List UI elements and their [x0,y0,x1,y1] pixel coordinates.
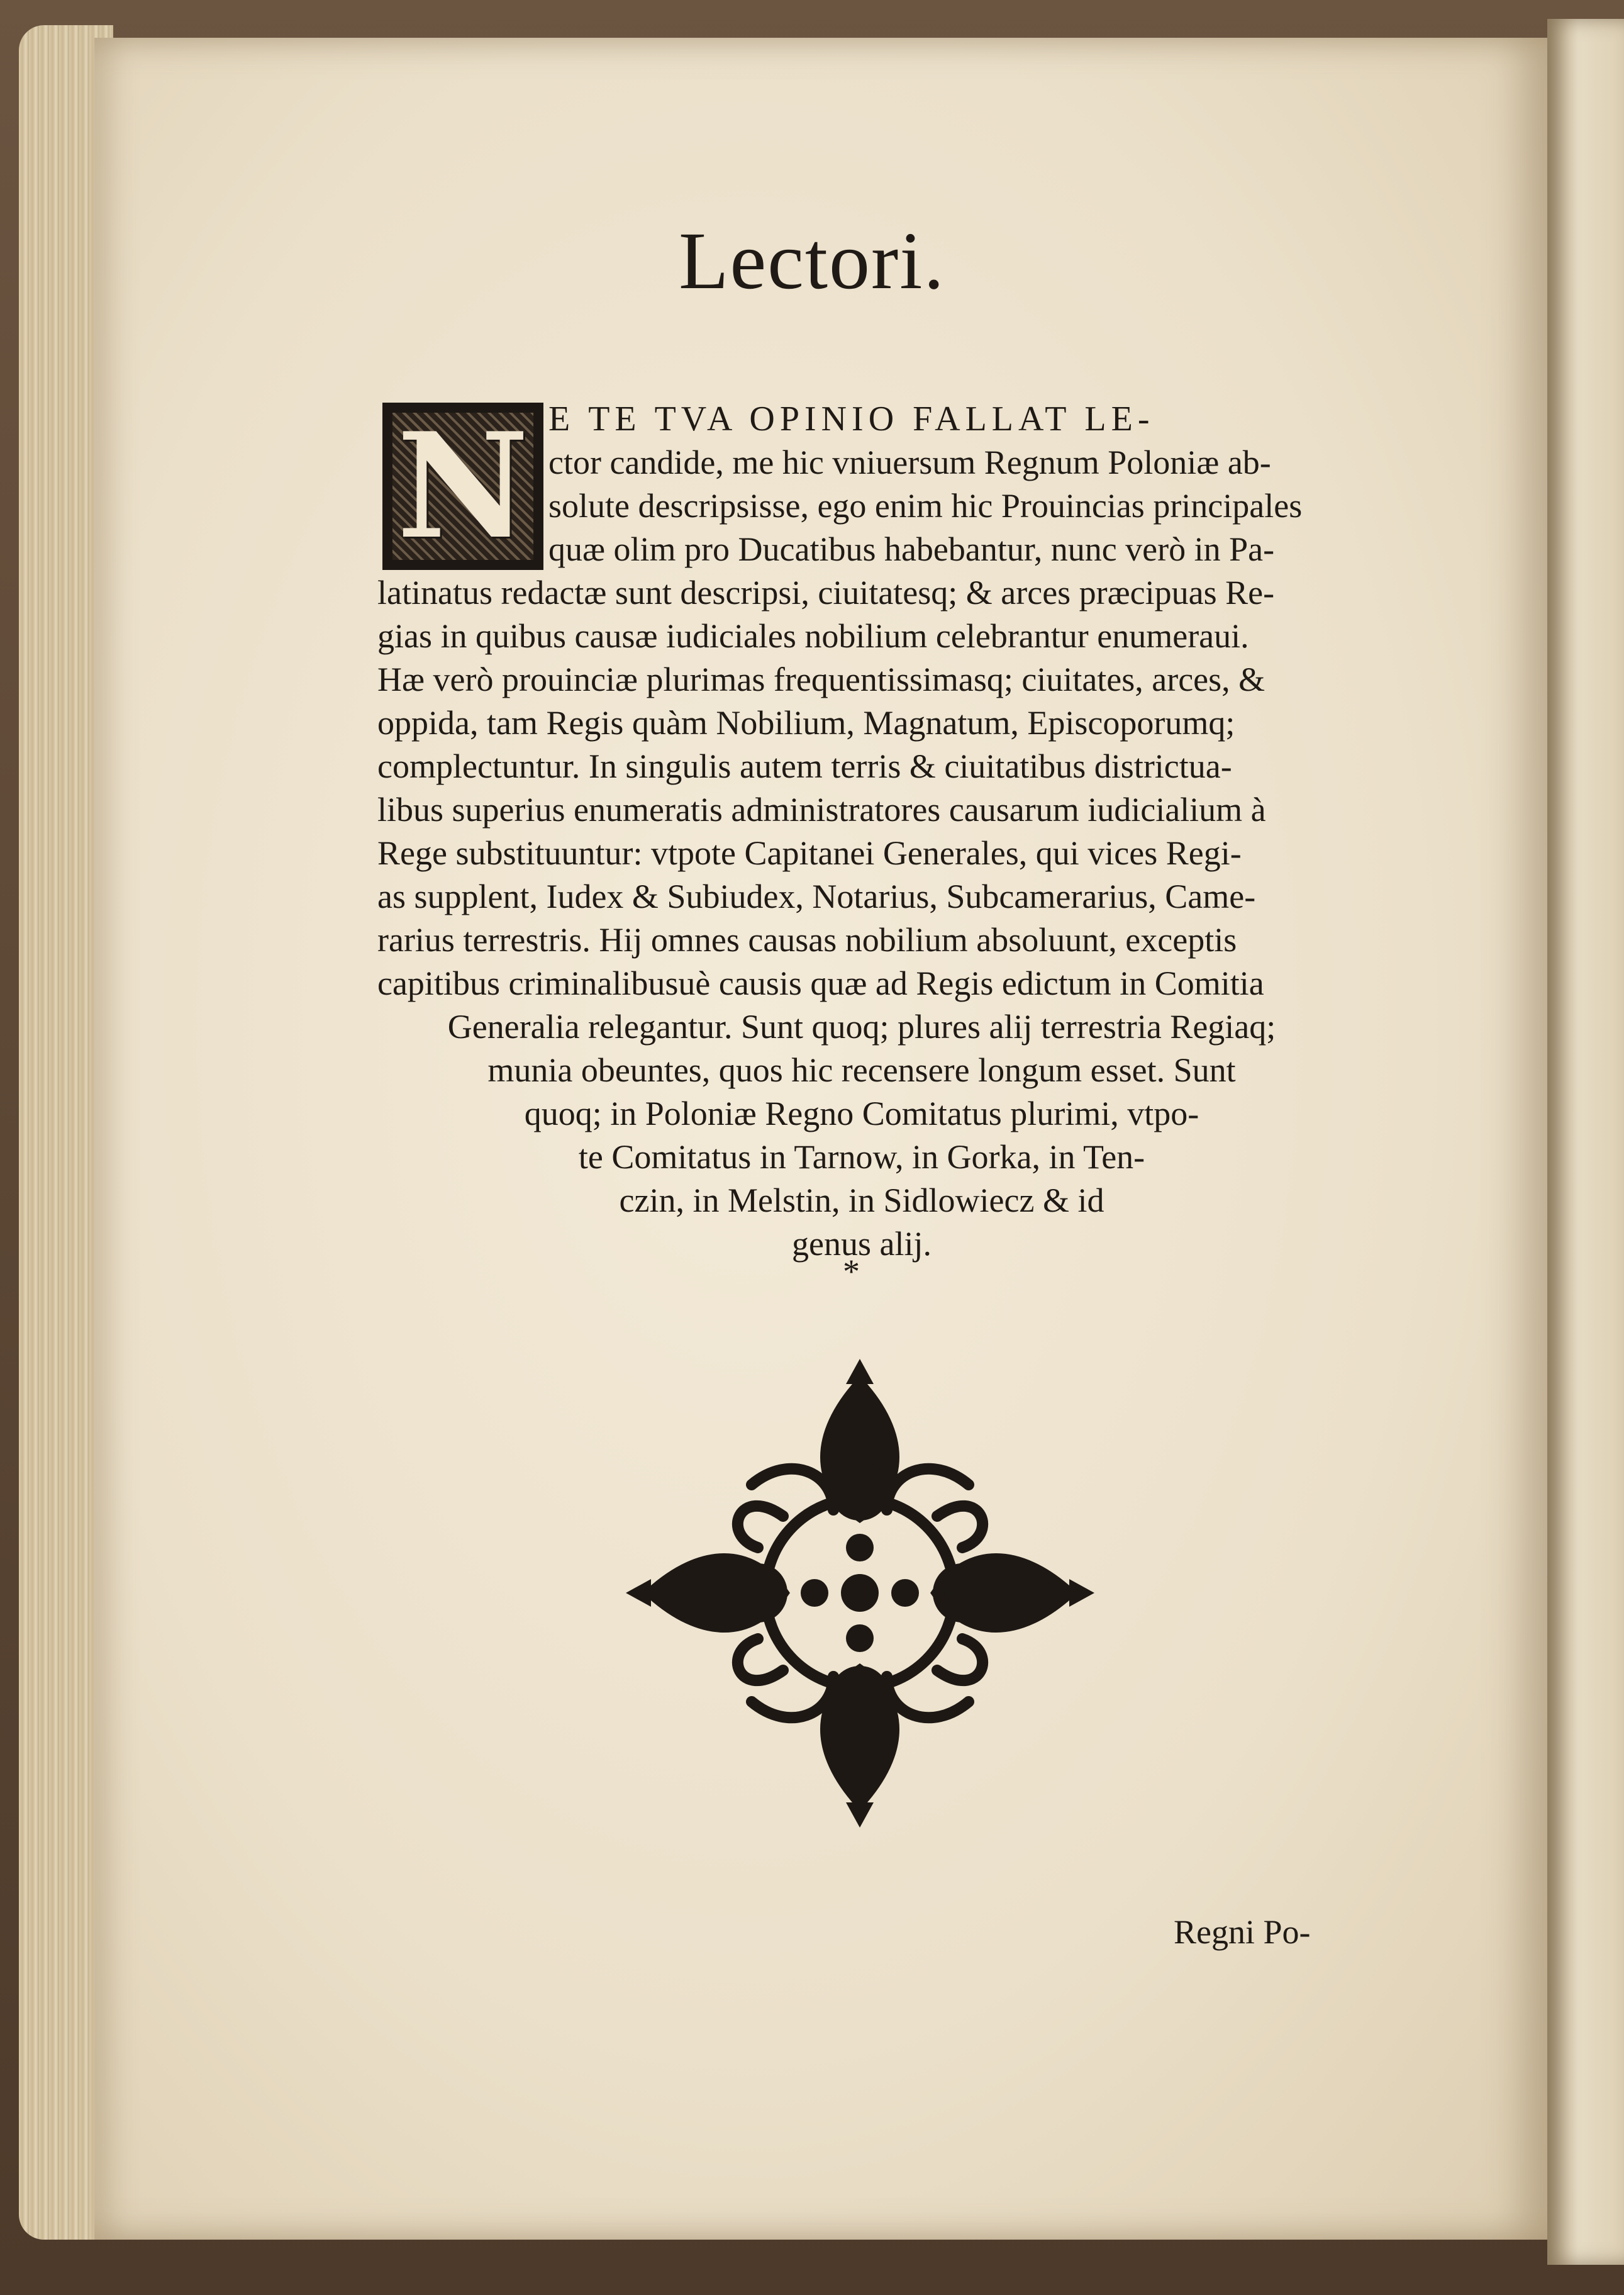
text-line: ctor candide, me hic vniuersum Regnum Poloniæ ab- [548,444,1271,481]
text-line: Generalia relegantur. Sunt quoq; plures alij terrestria Regiaq; [447,1008,1276,1046]
catchword: Regni Po- [1174,1913,1311,1951]
asterisk-mark: * [843,1253,860,1290]
page-title: Lectori. [679,216,945,306]
text-line: quoq; in Poloniæ Regno Comitatus plurimi, vtpo- [524,1095,1199,1132]
text-line: capitibus criminalibusuè causis quæ ad Regis edictum in Comitia [377,964,1264,1002]
initial-letter: N [396,401,530,571]
text-line: libus superius enumeratis administratores causarum iudicialium à [377,791,1266,829]
text-line: te Comitatus in Tarnow, in Gorka, in Ten- [578,1138,1145,1176]
text-line: solute descripsisse, ego enim hic Prouincias principales [548,487,1303,525]
text-line: E TE TVA OPINIO FALLAT LE- [548,399,1155,438]
facing-page-edge [1547,19,1624,2265]
text-line: quæ olim pro Ducatibus habebantur, nunc verò in Pa- [548,530,1275,568]
text-line: Hæ verò prouinciæ plurimas frequentissimasq; ciuitates, arces, & [377,661,1265,698]
text-line: Rege substituuntur: vtpote Capitanei Generales, qui vices Regi- [377,834,1242,872]
text-line: munia obeuntes, quos hic recensere longum esset. Sunt [487,1051,1236,1089]
text-line: genus alij. [792,1225,932,1263]
text-line: gias in quibus causæ iudiciales nobilium celebrantur enumeraui. [377,617,1249,655]
text-line: as supplent, Iudex & Subiudex, Notarius, Subcamerarius, Came- [377,878,1256,915]
text-line: czin, in Melstin, in Sidlowiecz & id [619,1181,1104,1219]
body-text [377,398,1346,1266]
text-line: oppida, tam Regis quàm Nobilium, Magnatum, Episcoporumq; [377,704,1235,742]
text-line: complectuntur. In singulis autem terris & ciuitatibus districtua- [377,747,1232,785]
text-line: latinatus redactæ sunt descripsi, ciuitatesq; & arces præcipuas Re- [377,574,1275,611]
text-line: rarius terrestris. Hij omnes causas nobilium absoluunt, exceptis [377,921,1237,959]
floral-diamond-ornament-icon [626,1359,1094,1828]
